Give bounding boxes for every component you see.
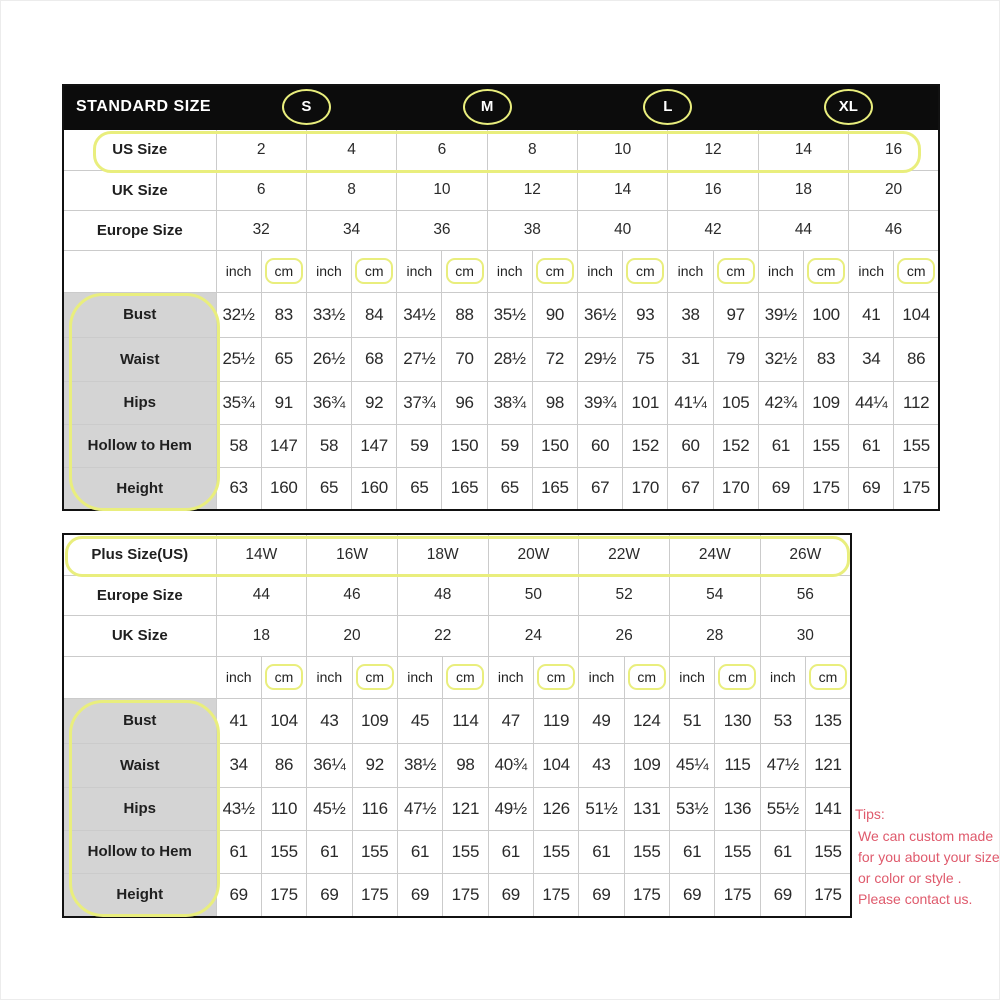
measure-value-cell: 49½ (488, 787, 533, 830)
measure-value-cell: 70 (442, 337, 487, 381)
row-label: Waist (63, 743, 216, 787)
row-label: Hips (63, 787, 216, 830)
size-value-cell: 42 (668, 210, 758, 250)
measure-value-cell: 97 (713, 292, 758, 337)
measure-value-cell: 155 (352, 830, 397, 873)
measure-value-cell: 141 (805, 787, 851, 830)
size-value-cell: 56 (760, 575, 851, 615)
cm-unit-highlight: cm (717, 258, 755, 284)
cm-unit-highlight: cm (537, 664, 575, 690)
measure-value-cell: 126 (533, 787, 578, 830)
measure-value-cell: 34½ (397, 292, 442, 337)
measure-value-cell: 175 (805, 873, 851, 917)
measure-value-cell: 26½ (306, 337, 351, 381)
measure-value-cell: 150 (532, 424, 577, 467)
cm-unit-cell (805, 656, 851, 698)
size-value-cell: 6 (216, 170, 306, 210)
size-group-cell (758, 85, 939, 129)
measure-value-cell: 160 (261, 467, 306, 510)
measure-value-cell: 61 (307, 830, 352, 873)
inch-unit-cell: inch (758, 250, 803, 292)
measure-value-cell: 155 (803, 424, 848, 467)
size-value-cell: 10 (578, 129, 668, 170)
size-value-cell: 32 (216, 210, 306, 250)
tips-lines (855, 826, 1000, 910)
measure-value-cell: 55½ (760, 787, 805, 830)
measure-value-cell: 58 (306, 424, 351, 467)
measure-value-cell: 79 (713, 337, 758, 381)
measure-value-cell: 53 (760, 698, 805, 743)
measure-value-cell: 35½ (487, 292, 532, 337)
cm-unit-cell (532, 250, 577, 292)
measure-value-cell: 65 (487, 467, 532, 510)
cm-unit-cell (443, 656, 488, 698)
row-label: Height (63, 467, 216, 510)
size-value-cell: 24 (488, 615, 579, 656)
size-value-cell: 14 (578, 170, 668, 210)
inch-unit-cell: inch (397, 250, 442, 292)
size-value-cell: 16W (307, 534, 398, 575)
measure-value-cell: 96 (442, 381, 487, 424)
measure-value-cell: 155 (443, 830, 488, 873)
cm-unit-highlight: cm (897, 258, 935, 284)
size-value-cell: 12 (487, 170, 577, 210)
cm-unit-cell (261, 656, 306, 698)
measure-value-cell: 155 (261, 830, 306, 873)
size-value-cell: 20 (849, 170, 939, 210)
cm-unit-cell (352, 250, 397, 292)
row-label: Bust (63, 292, 216, 337)
row-label: UK Size (63, 615, 216, 656)
size-value-cell: 28 (669, 615, 760, 656)
size-value-cell: 34 (306, 210, 396, 250)
cm-unit-cell (803, 250, 848, 292)
measure-value-cell: 121 (443, 787, 488, 830)
cm-unit-cell (715, 656, 760, 698)
measure-value-cell: 61 (397, 830, 442, 873)
size-group-badge-xl: XL (824, 89, 873, 125)
size-group-badge-l: L (643, 89, 692, 125)
measure-value-cell: 175 (715, 873, 760, 917)
measure-value-cell: 110 (261, 787, 306, 830)
measure-value-cell: 42¾ (758, 381, 803, 424)
cm-unit-highlight: cm (628, 664, 666, 690)
measure-value-cell: 47½ (397, 787, 442, 830)
inch-unit-cell: inch (397, 656, 442, 698)
size-value-cell: 22W (579, 534, 670, 575)
size-value-cell: 44 (216, 575, 307, 615)
measure-value-cell: 150 (442, 424, 487, 467)
measure-value-cell: 47½ (760, 743, 805, 787)
cm-unit-highlight: cm (809, 664, 847, 690)
row-label: Bust (63, 698, 216, 743)
measure-value-cell: 68 (352, 337, 397, 381)
measure-value-cell: 175 (443, 873, 488, 917)
inch-unit-cell: inch (579, 656, 624, 698)
size-value-cell: 26W (760, 534, 851, 575)
measure-value-cell: 35¾ (216, 381, 261, 424)
cm-unit-cell (623, 250, 668, 292)
measure-value-cell: 175 (352, 873, 397, 917)
measure-value-cell: 175 (261, 873, 306, 917)
measure-value-cell: 36¼ (307, 743, 352, 787)
measure-value-cell: 69 (758, 467, 803, 510)
size-group-cell (216, 85, 397, 129)
size-value-cell: 10 (397, 170, 487, 210)
cm-unit-highlight: cm (626, 258, 664, 284)
measure-value-cell: 60 (668, 424, 713, 467)
measure-value-cell: 100 (803, 292, 848, 337)
inch-unit-cell: inch (216, 250, 261, 292)
row-label: Plus Size(US) (63, 534, 216, 575)
measure-value-cell: 104 (533, 743, 578, 787)
size-value-cell: 26 (579, 615, 670, 656)
standard-size-table (62, 84, 940, 511)
row-label: Waist (63, 337, 216, 381)
measure-value-cell: 36½ (578, 292, 623, 337)
inch-unit-cell: inch (668, 250, 713, 292)
size-value-cell: 14W (216, 534, 307, 575)
row-label: UK Size (63, 170, 216, 210)
measure-value-cell: 155 (715, 830, 760, 873)
cm-unit-cell (624, 656, 669, 698)
tips-note (855, 804, 1000, 910)
measure-value-cell: 45 (397, 698, 442, 743)
measure-value-cell: 59 (487, 424, 532, 467)
measure-value-cell: 29½ (578, 337, 623, 381)
tips-line: for you about your size (858, 849, 1000, 865)
measure-value-cell: 65 (397, 467, 442, 510)
measure-value-cell: 155 (805, 830, 851, 873)
measure-value-cell: 92 (352, 743, 397, 787)
measure-value-cell: 31 (668, 337, 713, 381)
cm-unit-cell (442, 250, 487, 292)
measure-value-cell: 119 (533, 698, 578, 743)
inch-unit-cell: inch (760, 656, 805, 698)
size-group-cell (397, 85, 578, 129)
measure-value-cell: 114 (443, 698, 488, 743)
measure-value-cell: 109 (803, 381, 848, 424)
cm-unit-highlight: cm (446, 258, 484, 284)
row-label-empty (63, 656, 216, 698)
size-value-cell: 18 (216, 615, 307, 656)
measure-value-cell: 155 (533, 830, 578, 873)
size-value-cell: 20 (307, 615, 398, 656)
measure-value-cell: 147 (352, 424, 397, 467)
measure-value-cell: 65 (306, 467, 351, 510)
measure-value-cell: 86 (261, 743, 306, 787)
inch-unit-cell: inch (487, 250, 532, 292)
size-value-cell: 8 (306, 170, 396, 210)
measure-value-cell: 175 (533, 873, 578, 917)
measure-value-cell: 170 (713, 467, 758, 510)
size-value-cell: 46 (849, 210, 939, 250)
inch-unit-cell: inch (216, 656, 261, 698)
cm-unit-cell (352, 656, 397, 698)
measure-value-cell: 121 (805, 743, 851, 787)
measure-value-cell: 32½ (216, 292, 261, 337)
row-label: Hollow to Hem (63, 424, 216, 467)
measure-value-cell: 98 (532, 381, 577, 424)
measure-value-cell: 136 (715, 787, 760, 830)
measure-value-cell: 28½ (487, 337, 532, 381)
size-value-cell: 18W (397, 534, 488, 575)
measure-value-cell: 51½ (579, 787, 624, 830)
tips-title: Tips: (855, 806, 885, 822)
size-value-cell: 12 (668, 129, 758, 170)
measure-value-cell: 112 (894, 381, 939, 424)
inch-unit-cell: inch (306, 250, 351, 292)
measure-value-cell: 40¾ (488, 743, 533, 787)
measure-value-cell: 69 (307, 873, 352, 917)
tips-line: We can custom made (858, 828, 994, 844)
row-label: US Size (63, 129, 216, 170)
size-value-cell: 6 (397, 129, 487, 170)
measure-value-cell: 33½ (306, 292, 351, 337)
measure-value-cell: 116 (352, 787, 397, 830)
measure-value-cell: 152 (623, 424, 668, 467)
cm-unit-highlight: cm (356, 664, 394, 690)
cm-unit-highlight: cm (718, 664, 756, 690)
size-value-cell: 8 (487, 129, 577, 170)
measure-value-cell: 60 (578, 424, 623, 467)
size-value-cell: 4 (306, 129, 396, 170)
measure-value-cell: 34 (849, 337, 894, 381)
cm-unit-highlight: cm (446, 664, 484, 690)
tips-line: Please contact us. (858, 891, 973, 907)
measure-value-cell: 160 (352, 467, 397, 510)
measure-value-cell: 58 (216, 424, 261, 467)
size-value-cell: 2 (216, 129, 306, 170)
measure-value-cell: 61 (216, 830, 261, 873)
measure-value-cell: 147 (261, 424, 306, 467)
measure-value-cell: 65 (261, 337, 306, 381)
measure-value-cell: 67 (578, 467, 623, 510)
cm-unit-highlight: cm (265, 258, 303, 284)
measure-value-cell: 155 (624, 830, 669, 873)
measure-value-cell: 49 (579, 698, 624, 743)
cm-unit-cell (261, 250, 306, 292)
measure-value-cell: 170 (623, 467, 668, 510)
measure-value-cell: 101 (623, 381, 668, 424)
measure-value-cell: 91 (261, 381, 306, 424)
measure-value-cell: 165 (442, 467, 487, 510)
measure-value-cell: 69 (760, 873, 805, 917)
measure-value-cell: 175 (624, 873, 669, 917)
size-group-cell (578, 85, 759, 129)
measure-value-cell: 67 (668, 467, 713, 510)
measure-value-cell: 61 (758, 424, 803, 467)
measure-value-cell: 61 (669, 830, 714, 873)
measure-value-cell: 69 (397, 873, 442, 917)
inch-unit-cell: inch (578, 250, 623, 292)
size-value-cell: 20W (488, 534, 579, 575)
measure-value-cell: 109 (352, 698, 397, 743)
measure-value-cell: 69 (849, 467, 894, 510)
size-value-cell: 30 (760, 615, 851, 656)
measure-value-cell: 69 (216, 873, 261, 917)
measure-value-cell: 43 (307, 698, 352, 743)
measure-value-cell: 130 (715, 698, 760, 743)
measure-value-cell: 32½ (758, 337, 803, 381)
measure-value-cell: 39½ (758, 292, 803, 337)
measure-value-cell: 104 (261, 698, 306, 743)
row-label-empty (63, 250, 216, 292)
measure-value-cell: 45½ (307, 787, 352, 830)
measure-value-cell: 38½ (397, 743, 442, 787)
measure-value-cell: 86 (894, 337, 939, 381)
measure-value-cell: 45¼ (669, 743, 714, 787)
measure-value-cell: 109 (624, 743, 669, 787)
measure-value-cell: 36¾ (306, 381, 351, 424)
measure-value-cell: 37¾ (397, 381, 442, 424)
inch-unit-cell: inch (669, 656, 714, 698)
size-value-cell: 44 (758, 210, 848, 250)
measure-value-cell: 51 (669, 698, 714, 743)
cm-unit-cell (894, 250, 939, 292)
measure-value-cell: 104 (894, 292, 939, 337)
tips-line: or color or style . (858, 870, 962, 886)
row-label: Hollow to Hem (63, 830, 216, 873)
measure-value-cell: 152 (713, 424, 758, 467)
size-value-cell: 36 (397, 210, 487, 250)
size-value-cell: 48 (397, 575, 488, 615)
measure-value-cell: 61 (849, 424, 894, 467)
measure-value-cell: 34 (216, 743, 261, 787)
measure-value-cell: 175 (894, 467, 939, 510)
size-value-cell: 22 (397, 615, 488, 656)
cm-unit-cell (533, 656, 578, 698)
row-label: Europe Size (63, 210, 216, 250)
size-value-cell: 46 (307, 575, 398, 615)
measure-value-cell: 115 (715, 743, 760, 787)
measure-value-cell: 83 (803, 337, 848, 381)
cm-unit-highlight: cm (807, 258, 845, 284)
measure-value-cell: 90 (532, 292, 577, 337)
row-label: Hips (63, 381, 216, 424)
size-value-cell: 50 (488, 575, 579, 615)
row-label: Height (63, 873, 216, 917)
inch-unit-cell: inch (488, 656, 533, 698)
cm-unit-highlight: cm (265, 664, 303, 690)
size-value-cell: 38 (487, 210, 577, 250)
size-group-badge-s: S (282, 89, 331, 125)
measure-value-cell: 25½ (216, 337, 261, 381)
measure-value-cell: 47 (488, 698, 533, 743)
plus-size-table (62, 533, 852, 918)
measure-value-cell: 61 (760, 830, 805, 873)
size-value-cell: 24W (669, 534, 760, 575)
measure-value-cell: 75 (623, 337, 668, 381)
measure-value-cell: 43½ (216, 787, 261, 830)
measure-value-cell: 105 (713, 381, 758, 424)
measure-value-cell: 44¼ (849, 381, 894, 424)
size-value-cell: 16 (849, 129, 939, 170)
measure-value-cell: 69 (669, 873, 714, 917)
cm-unit-cell (713, 250, 758, 292)
measure-value-cell: 84 (352, 292, 397, 337)
measure-value-cell: 155 (894, 424, 939, 467)
measure-value-cell: 41 (216, 698, 261, 743)
measure-value-cell: 83 (261, 292, 306, 337)
size-value-cell: 14 (758, 129, 848, 170)
measure-value-cell: 27½ (397, 337, 442, 381)
measure-value-cell: 41 (849, 292, 894, 337)
size-value-cell: 54 (669, 575, 760, 615)
row-label: Europe Size (63, 575, 216, 615)
size-group-badge-m: M (463, 89, 512, 125)
measure-value-cell: 131 (624, 787, 669, 830)
measure-value-cell: 98 (443, 743, 488, 787)
measure-value-cell: 88 (442, 292, 487, 337)
size-value-cell: 40 (578, 210, 668, 250)
measure-value-cell: 93 (623, 292, 668, 337)
measure-value-cell: 41¼ (668, 381, 713, 424)
inch-unit-cell: inch (849, 250, 894, 292)
inch-unit-cell: inch (307, 656, 352, 698)
measure-value-cell: 38 (668, 292, 713, 337)
measure-value-cell: 61 (579, 830, 624, 873)
measure-value-cell: 92 (352, 381, 397, 424)
measure-value-cell: 38¾ (487, 381, 532, 424)
size-value-cell: 16 (668, 170, 758, 210)
measure-value-cell: 175 (803, 467, 848, 510)
measure-value-cell: 53½ (669, 787, 714, 830)
size-value-cell: 52 (579, 575, 670, 615)
measure-value-cell: 165 (532, 467, 577, 510)
cm-unit-highlight: cm (536, 258, 574, 284)
table-title: STANDARD SIZE (63, 85, 216, 129)
measure-value-cell: 69 (579, 873, 624, 917)
measure-value-cell: 43 (579, 743, 624, 787)
measure-value-cell: 39¾ (578, 381, 623, 424)
measure-value-cell: 72 (532, 337, 577, 381)
size-value-cell: 18 (758, 170, 848, 210)
cm-unit-highlight: cm (355, 258, 393, 284)
measure-value-cell: 63 (216, 467, 261, 510)
measure-value-cell: 69 (488, 873, 533, 917)
measure-value-cell: 61 (488, 830, 533, 873)
measure-value-cell: 59 (397, 424, 442, 467)
measure-value-cell: 124 (624, 698, 669, 743)
measure-value-cell: 135 (805, 698, 851, 743)
